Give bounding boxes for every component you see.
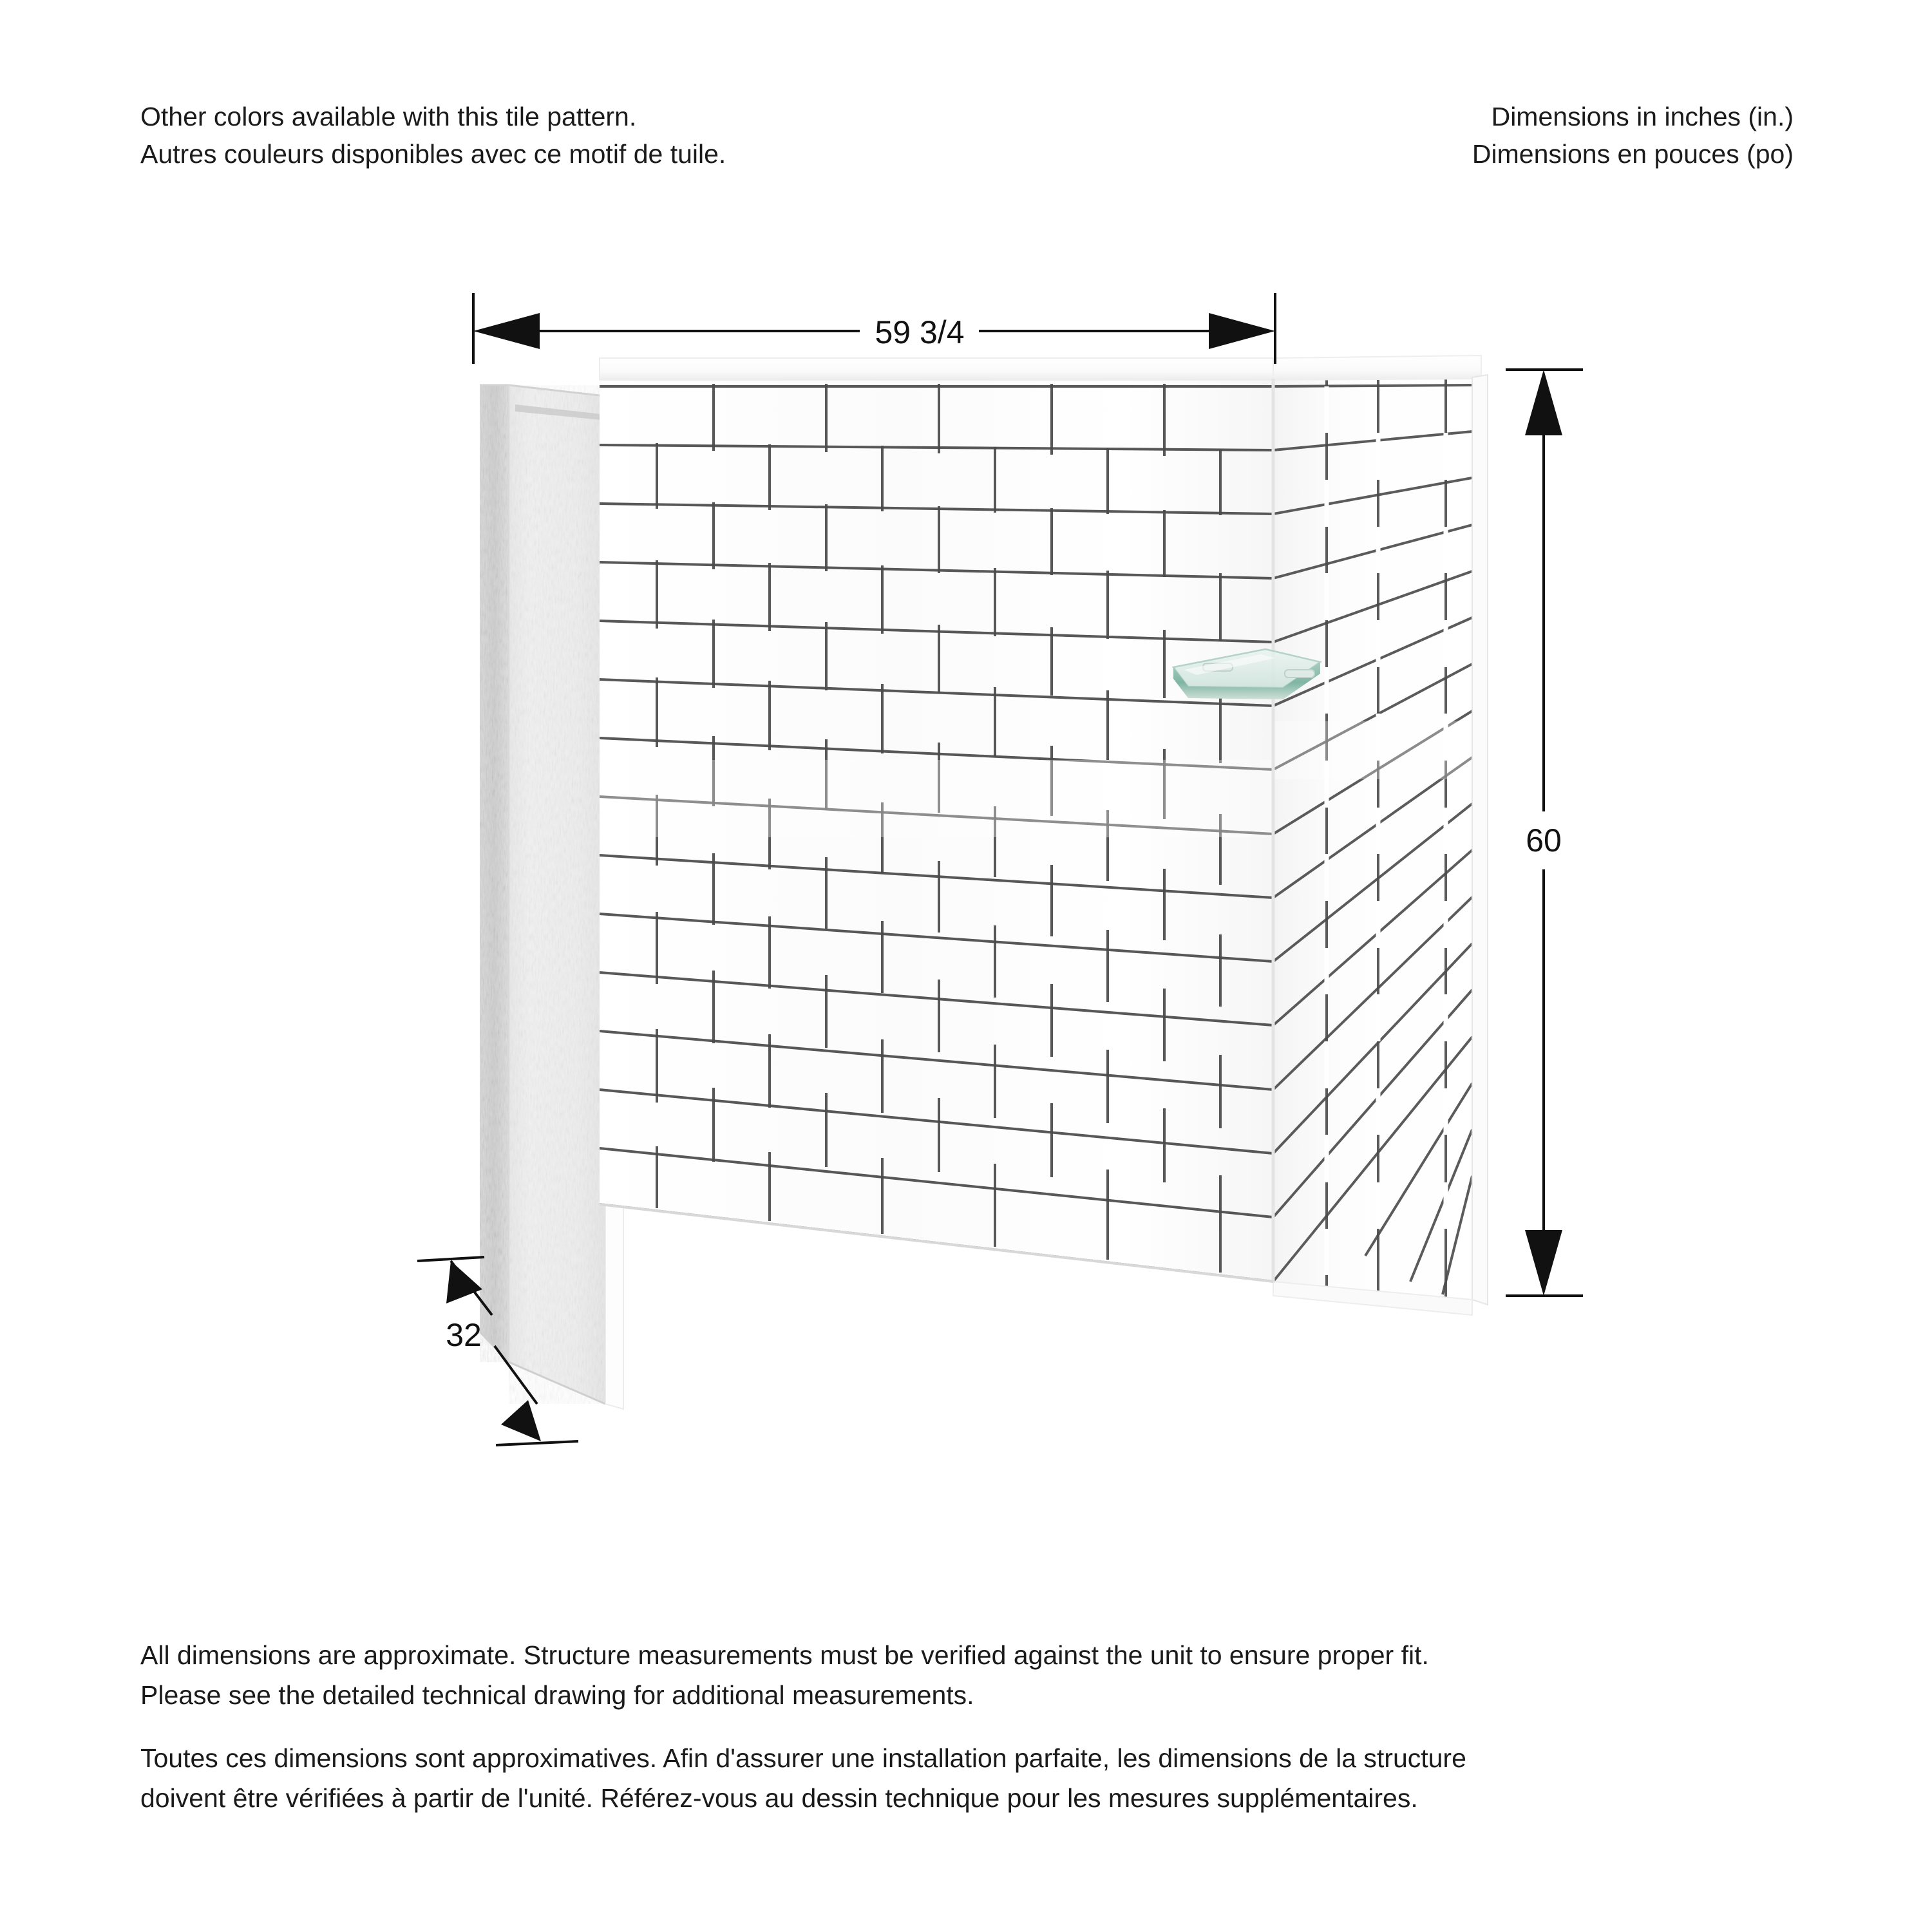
depth-extension-line-top <box>417 1257 484 1261</box>
depth-dimension-label: 32 <box>446 1317 482 1353</box>
disclaimer-en-line2: Please see the detailed technical drawing for additional measurements. <box>140 1680 974 1710</box>
height-dimension <box>1506 370 1583 1296</box>
right-wall-highlight <box>1273 721 1473 779</box>
disclaimer-en-line1: All dimensions are approximate. Structure measurements must be verified against the unit to ensure proper fit. <box>140 1640 1429 1670</box>
back-wall-top-cap <box>600 358 1273 380</box>
width-dimension <box>473 293 1275 364</box>
width-arrow-left <box>473 313 540 349</box>
disclaimer-english <box>140 1636 1429 1715</box>
width-arrow-right <box>1209 313 1275 349</box>
left-panel-edge-texture <box>480 385 509 1362</box>
tile-pattern-note-fr: Autres couleurs disponibles avec ce motif de tuile. <box>140 139 726 169</box>
disclaimer-french <box>140 1739 1466 1818</box>
depth-arrow-bottom <box>501 1400 541 1441</box>
height-arrow-top <box>1525 370 1562 435</box>
back-wall <box>600 358 1273 1282</box>
height-dimension-label: 60 <box>1526 822 1562 858</box>
units-note-fr: Dimensions en pouces (po) <box>1472 139 1794 169</box>
depth-extension-line-bottom <box>496 1441 578 1445</box>
right-side-wall <box>1273 355 1488 1327</box>
glass-shelf-clip-right <box>1285 670 1314 677</box>
tile-pattern-note-en: Other colors available with this tile pattern. <box>140 102 637 131</box>
back-wall-highlight <box>600 760 1273 837</box>
left-panel-face-texture <box>509 385 605 1404</box>
width-dimension-label: 59 3/4 <box>875 314 965 350</box>
right-wall-outer-edge <box>1472 375 1488 1305</box>
right-wall-surface <box>1273 377 1472 1300</box>
disclaimer-fr-line2: doivent être vérifiées à partir de l'unité. Référez-vous au dessin technique pour les mesures supplémentaires. <box>140 1783 1418 1813</box>
disclaimer-fr-line1: Toutes ces dimensions sont approximatives. Afin d'assurer une installation parfaite, les dimensions de la structure <box>140 1743 1466 1773</box>
units-note-en: Dimensions in inches (in.) <box>1491 102 1794 131</box>
height-arrow-bottom <box>1525 1230 1562 1296</box>
right-wall-top-cap <box>1273 355 1481 380</box>
